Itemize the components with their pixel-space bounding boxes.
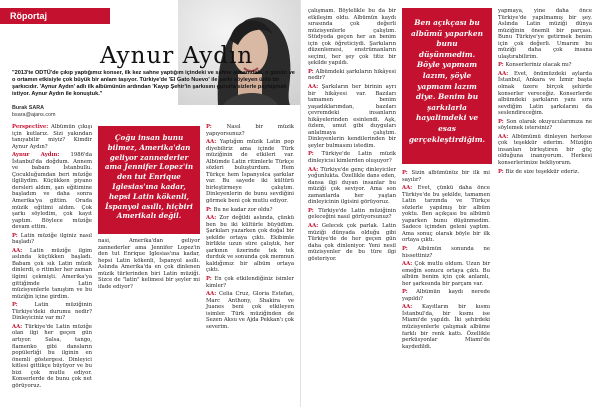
column-2-lower <box>98 238 200 292</box>
paragraph: Aynur Aydın: 1986'da İstanbul'da doğdum. Annem ve babam İstanbullu. Çocukluğumdan beri müziğe ilgiliydim. Küçükken piyano dersleri aldım, şan eğitimine başladım ve daha sonra Amerika'ya gittim. Orada müzik eğitimi aldım. Çok şarkı söyledim, çok kayıt yaptım. Böylece müziğe devam ettim. <box>12 152 92 231</box>
article-title: Aynur Aydın <box>100 43 254 69</box>
paragraph: P: Albümün kaydı nerede yapıldı? <box>402 289 491 302</box>
paragraph: AA: Türkiye'de Latin müziğe olan ilgi her geçen gün artıyor. Salsa, tango, flamenko gibi dansların popülerliği bu ilginin en önemli göstergesi. Dinleyici kitlesi gittikçe büyüyor ve bu bizi çok mutlu ediyor. Konserlerde de bunu çok net görüyoruz. <box>12 323 92 389</box>
section-label: Röportaj <box>0 8 110 24</box>
paragraph: P: Son olarak okuyucularımıza ne söylemek istersiniz? <box>498 118 593 132</box>
paragraph: AA: Şarkıların her birinin ayrı bir hikâyesi var. Bazıları tamamen benim yaşadıklarımdan, bazıları çevremdeki insanların hikâyelerinden esinlendi. Aşk, özlem, umut gibi duyguları anlatmaya çalıştım. Dinleyenlerin kendilerinden bir şeyler bulmasını istedim. <box>308 84 397 149</box>
paragraph: P: Sizin albümünüz bir ilk mi sayılır? <box>402 170 490 183</box>
paragraph: AA: Gelecek çok parlak. Latin müziği dünyada olduğu gibi Türkiye'de de her geçen gün daha çok dinleniyor. Yeni nesil müzisyenler de bu türe ilgi gösteriyor. <box>308 222 396 262</box>
pull-quote-left: Çoğu insan bunu bilmez, Amerika'dan geliyor zannederler ama Jennifer Lopez'in den tut Enrique Iglesias'ına kadar, hepsi Latin kökenli, İspanyol asıllı, hiçbiri Amerikalı değil. <box>98 126 200 234</box>
column-3 <box>206 124 294 332</box>
pull-quote-right: Ben açıkçası bu albümü yaparken bunu düşünmedim. Böyle yapmam lazım, şöyle yapmam lazım diye. Benim bu şarkılarla hayalimdeki ve esas gerçekleştirdiğim. <box>402 8 492 164</box>
column-1 <box>12 124 92 391</box>
paragraph: AA: Çok mutlu oldum. Uzun bir emeğin sonucu ortaya çıktı. Bu albüm benim için çok anlamlı, her şarkısında bir parçam var. <box>402 261 490 287</box>
paragraph: P: Albümün sonunda ne hissettiniz? <box>402 246 490 259</box>
column-4 <box>308 8 396 264</box>
intro-text: "2013'te ODTÜ'de çıkıp yaptığımız konser, ilk kez sahne yaptığım içindeki ve sahne almamdaki, o günün ve o ortamın etkisiyle çok büyük bir anlam taşıyor. Türkiye'de 'El Gato Nuevo' ile şarkı söyleyen ünlü bir şarkıcıdır. 'Aynur Aydın' adlı ilk albümünün ardından 'Kayıp Şehir'in şarkısını gururla sizlerle paylaşmak istiyor. Aynur Aydın ile konuştuk." <box>12 70 295 97</box>
paragraph: yapmaya, yine daha önce Türkiye'de yapılmamış bir şey. Aslında Latin müziği dünya müziğinin önemli bir parçası. Bunu Türkiye'ye getirmek benim için çok değerli. Umarım bu müziği daha çok insana ulaştırabilirim. <box>498 8 592 60</box>
byline <box>12 105 72 118</box>
paragraph: çalışmam. Böylelikle bu da bir etkileşim oldu. Albümün kaydı sırasında çok değerli müzisyenlerle çalıştım. Stüdyoda geçen her an benim için çok öğreticiydi. Şarkıların düzenlemesi, enstrümanların seçimi, her şey çok titiz bir şekilde yapıldı. <box>308 8 396 67</box>
paragraph: Perspective: Albümün çıkışı için kutlarız. Sizi yakından tanıyabilir miyiz? Kimdir Aynur Aydın? <box>12 124 93 150</box>
paragraph: AA: Türkiye'de genç dinleyiciler yoğunlukta. Özellikle dans eden, dansa ilgi duyan insanlar bu müziği çok seviyor. Ama son zamanlarda her yaştan dinleyicinin ilgisini görüyoruz. <box>308 166 397 206</box>
paragraph: nasi, Amerika'dan geliyor zannederler ama Jennifer Lopez'in den tut Enrique Iglesias'ına kadar, hepsi Latin kökenli, İspanyol asıllı. Aslında Amerika'da en çok dinlenen müzik türlerinden biri Latin müziği. Sizce de "latin" kelimesi bir şeyler mi ifade ediyor? <box>98 238 200 290</box>
paragraph: P: Albümdeki şarkıların hikâyesi nedir? <box>308 68 396 82</box>
paragraph: AA: Evet, çünkü daha önce Türkiye'de bu şekilde, tamamen Latin tarzında ve Türkçe sözlerle yapılmış bir albüm yoktu. Ben açıkçası bu albümü yaparken bunu düşünmedim. Sadece içimden geleni yaptım. Ama sonuç olarak böyle bir ilk ortaya çıktı. <box>402 185 491 244</box>
author-name: Burak SARA <box>12 105 45 111</box>
paragraph: P: Biz de size teşekkür ederiz. <box>498 168 580 175</box>
column-5 <box>402 170 490 352</box>
paragraph: AA: Evet, önümüzdeki aylarda İstanbul, Ankara ve İzmir başta olmak üzere birçok şehirde konserler vereceğiz. Konserlerde albümdeki şarkıların yanı sıra sevdiğim Latin şarkılarını da seslendireceğim. <box>498 70 592 117</box>
page-divider <box>300 0 301 407</box>
paragraph: AA: Albümümü dinleyen herkese çok teşekkür ederim. Müziğin insanları birleştiren bir güç olduğuna inanıyorum. Herkesi konserlerimize bekliyorum. <box>498 133 592 167</box>
paragraph: AA: Yaptığım müzik Latin pop diyebiliriz ama içinde Türk müziğinin de etkileri var. Albümde Latin ritimlerle Türkçe sözleri buluşturdum. Hem Türkçe hem İspanyolca şarkılar var. Bu sayede iki kültürü birleştirmeye çalıştım. Dinleyenlerin de bunu sevdiğini görmek beni çok mutlu ediyor. <box>206 139 294 205</box>
paragraph: AA: Celia Cruz, Gloria Estefan, Marc Anthony, Shakira ve Juanes beni çok etkileyen isimler. Türk müziğinden de Sezen Aksu ve Ajda Pekkan'ı çok severim. <box>206 291 294 330</box>
column-6 <box>498 8 592 177</box>
paragraph: P: Türkiye'de Latin müzik dinleyicisi kimlerden oluşuyor? <box>308 151 396 165</box>
paragraph: P: Konserleriniz olacak mı? <box>498 62 572 69</box>
paragraph: P: Bu ne kadar zor oldu? <box>206 206 273 213</box>
paragraph: P: Türkiye'de Latin müziğinin geleceğini nasıl görüyorsunuz? <box>308 207 397 221</box>
paragraph: P: En çok etkilendiğiniz isimler kimler? <box>206 276 294 289</box>
paragraph: AA: Kayıtların bir kısmı İstanbul'da, bir kısmı ise Miami'de yapıldı. İki şehirdeki müzisyenlerle çalışmak albüme farklı bir renk kattı. Özellikle perküsyonlar Miami'de kaydedildi. <box>402 304 490 350</box>
paragraph: P: Latin müziğe ilginiz nasıl başladı? <box>12 232 93 246</box>
paragraph: P: Nasıl bir müzik yapıyorsunuz? <box>206 124 295 137</box>
paragraph: AA: Zor değildi aslında, çünkü ben bu iki kültürle büyüdüm. Şarkıları yazarken çok doğal bir şekilde ortaya çıktı. Ekibimle birlikte uzun süre çalıştık, her şarkının üzerinde tek tek durduk ve sonunda çok memnun kaldığımız bir albüm ortaya çıktı. <box>206 215 295 274</box>
paragraph: P: Latin müziğinin Türkiye'deki durumu nedir? Dinleyiciniz var mı? <box>12 302 92 322</box>
author-email: bsara@ajans.com <box>12 111 56 118</box>
paragraph: AA: Latin müziğe ilgim aslında küçükken başladı. Babam çok sık Latin müzik dinlerdi, o ritimler her zaman ilgimi çekmişti. Amerika'ya gittiğimde Latin müzisyenlerle tanıştım ve bu müziğin içine girdim. <box>12 247 92 300</box>
